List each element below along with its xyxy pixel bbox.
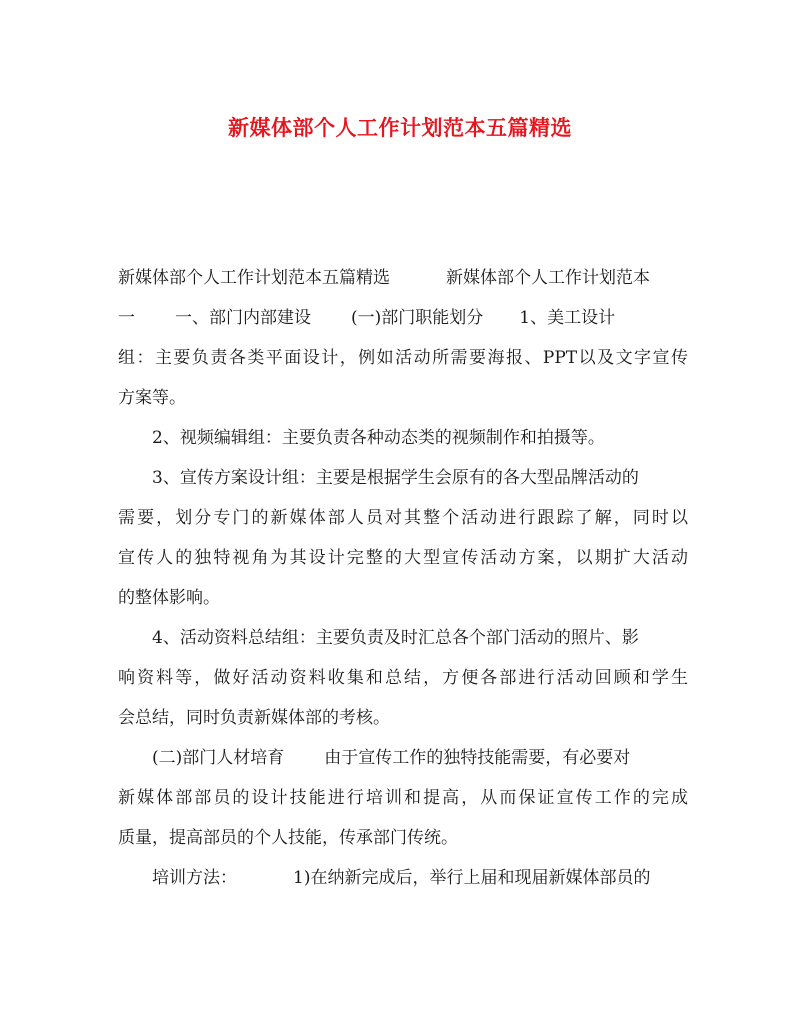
text-line: 会总结，同时负责新媒体部的考核。: [118, 708, 390, 728]
text-line: 3、宣传方案设计组：主要是根据学生会原有的各大型品牌活动的: [152, 468, 639, 488]
text-segment: 一、部门内部建设: [175, 308, 311, 328]
text-line: 的整体影响。: [118, 588, 220, 608]
text-segment: (一)部门职能划分: [351, 308, 484, 328]
text-line: 宣传人的独特视角为其设计完整的大型宣传活动方案，以期扩大活动: [118, 548, 688, 568]
text-line: [118, 858, 688, 898]
text-line: 2、视频编辑组：主要负责各种动态类的视频制作和拍摄等。: [152, 428, 605, 448]
text-line: [118, 738, 688, 778]
text-segment: 培训方法：: [152, 868, 237, 888]
text-line: 新媒体部部员的设计技能进行培训和提高，从而保证宣传工作的完成: [118, 788, 688, 808]
text-line: 组：主要负责各类平面设计，例如活动所需要海报、PPT以及文字宣传: [118, 348, 688, 368]
document-title: 新媒体部个人工作计划范本五篇精选: [228, 115, 572, 140]
text-segment: 新媒体部个人工作计划范本五篇精选: [118, 268, 390, 288]
text-line: 需要，划分专门的新媒体部人员对其整个活动进行跟踪了解，同时以: [118, 508, 688, 528]
document-body: [118, 258, 688, 898]
text-segment: 由于宣传工作的独特技能需要，有必要对: [324, 748, 631, 768]
text-segment: 1)在纳新完成后，举行上届和现届新媒体部员的: [293, 868, 651, 888]
text-line: [118, 258, 688, 298]
text-line: [118, 298, 688, 338]
text-segment: 1、美工设计: [519, 308, 616, 328]
text-segment: 新媒体部个人工作计划范本: [446, 268, 650, 288]
text-line: 方案等。: [118, 388, 186, 408]
text-line: 质量，提高部员的个人技能，传承部门传统。: [118, 828, 458, 848]
text-segment: (二)部门人材培育: [152, 748, 285, 768]
text-segment: 一: [118, 308, 135, 328]
text-line: 4、活动资料总结组：主要负责及时汇总各个部门活动的照片、影: [152, 628, 639, 648]
text-line: 响资料等，做好活动资料收集和总结，方便各部进行活动回顾和学生: [118, 668, 688, 688]
